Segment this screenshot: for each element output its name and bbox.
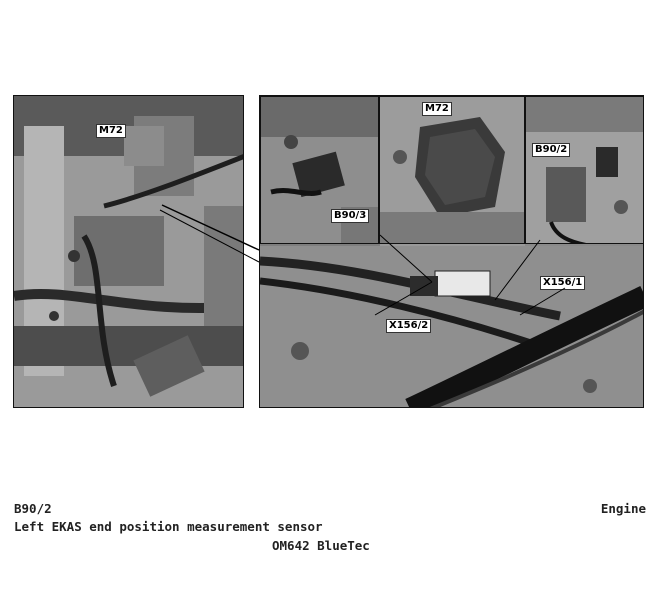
callout-x156-1: X156/1	[540, 276, 585, 290]
component-code: B90/2	[14, 501, 52, 516]
callout-b90-3: B90/3	[331, 209, 369, 223]
leader-inset-b90-3	[380, 235, 432, 282]
leader-x156-1	[520, 288, 565, 315]
callout-b90-2: B90/2	[532, 143, 570, 157]
callout-x156-2: X156/2	[386, 319, 431, 333]
component-description: Left EKAS end position measurement sensor	[14, 519, 323, 534]
leader-inset-b90-2	[495, 240, 540, 300]
leader-x156-2	[375, 282, 432, 315]
engine-model: OM642 BlueTec	[272, 538, 370, 553]
callout-m72-detail: M72	[422, 102, 452, 116]
zoom-leader-line	[162, 205, 259, 250]
zoom-leader-line-2	[160, 210, 259, 262]
section-label: Engine	[600, 501, 646, 516]
callout-m72-overview: M72	[96, 124, 126, 138]
